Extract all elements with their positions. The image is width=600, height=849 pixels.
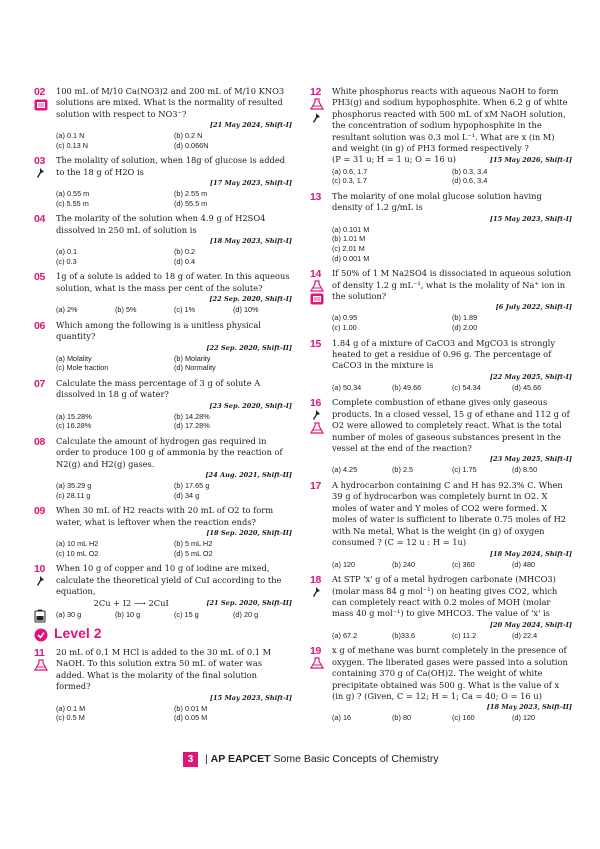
option-b[interactable]: (b) 1.89 (452, 313, 478, 323)
options (56, 247, 292, 266)
options (332, 465, 572, 475)
level-icon (34, 627, 48, 641)
question-text: Complete combustion of ethane gives only gaseous products. In a closed vessel, 15 g of ethane and 112 g of O2 were allowed to completely react. What is the total number of moles of gaseous substances present in the vessel at the end of the reaction? (332, 397, 570, 454)
option-b[interactable]: (b) 49.66 (392, 382, 422, 392)
option-a[interactable]: (a) 30 g (56, 610, 82, 620)
option-d[interactable]: (d) 34 g (174, 490, 200, 500)
question-number: 13 (310, 191, 322, 204)
option-d[interactable]: (d) 0.05 M (174, 713, 208, 723)
option-c[interactable]: (c) 0.13 N (56, 140, 89, 150)
question-reference: [23 May 2025, Shift-I] (489, 455, 572, 464)
flask-icon (34, 659, 48, 671)
question-number: 15 (310, 337, 322, 350)
question-19 (310, 645, 572, 723)
option-a[interactable]: (a) 0.1 N (56, 131, 85, 141)
question-text: 1g of a solute is added to 18 g of water. In this aqueous solution, what is the mass per cent of the solute? (56, 271, 290, 293)
options (56, 610, 292, 620)
options (332, 313, 572, 332)
option-c[interactable]: (c) 0.3, 1.7 (332, 176, 367, 186)
option-c[interactable]: (c) 15 g (174, 610, 199, 620)
option-a[interactable]: (a) 67.2 (332, 630, 358, 640)
question-number: 06 (34, 319, 46, 332)
question-07 (34, 378, 292, 431)
question-03 (34, 155, 292, 208)
footer-series: AP EAPCET (210, 753, 271, 765)
option-d[interactable]: (d) 480 (512, 559, 536, 569)
question-reference: [18 May 2023, Shift-I] (209, 237, 292, 246)
question-number: 17 (310, 480, 322, 493)
option-a[interactable]: (a) 0.1 (56, 247, 78, 257)
question-10 (34, 563, 292, 620)
question-number: 04 (34, 213, 46, 226)
question-number: 05 (34, 271, 46, 284)
level-title: Level 2 (54, 625, 102, 642)
option-a[interactable]: (a) 4.25 (332, 465, 358, 475)
option-d[interactable]: (d) 5 mL O2 (174, 548, 213, 558)
question-number: 12 (310, 86, 322, 98)
question-text: At STP 'x' g of a metal hydrogen carbonate (MHCO3) (molar mass 84 g mol⁻¹) on heating gives CO2, which can completely react with 0.2 moles of MOH (molar mass 40 g mol⁻¹) to give MHCO3. The value of 'x' is (332, 574, 558, 619)
page-number: 3 (183, 752, 198, 767)
question-text: 1.84 g of a mixture of CaCO3 and MgCO3 is strongly heated to get a residue of 0.96 g. The percentage of CaCO3 in the mixture is (332, 337, 556, 371)
pin-icon (310, 112, 322, 124)
option-b[interactable]: (b) 0.3, 3.4 (452, 166, 488, 176)
question-16 (310, 397, 572, 475)
flask-icon (310, 657, 324, 669)
question-12 (310, 86, 572, 186)
option-a[interactable]: (a) 0.101 M (332, 224, 370, 234)
option-c[interactable]: (c) 54.34 (452, 382, 481, 392)
option-b[interactable]: (b) 0.2 (174, 247, 196, 257)
option-c[interactable]: (c) 1% (174, 305, 196, 315)
options (56, 131, 292, 150)
option-b[interactable]: (b) 5% (115, 305, 137, 315)
options (56, 539, 292, 558)
option-a[interactable]: (a) 10 mL H2 (56, 539, 99, 549)
option-c[interactable]: (c) 11.2 (452, 630, 477, 640)
options (56, 189, 292, 208)
question-text: A hydrocarbon containing C and H has 92.3% C. When 39 g of hydrocarbon was completely burnt in O2. X moles of water and Y moles of CO2 were formed. X moles of water is sufficient to liberate 0.75 moles of H2 with Na metal, What is the weight (in g) of oxygen consumed ? (C = 12 u : H = 1u) (332, 480, 567, 548)
option-b[interactable]: (b) 10 g (115, 610, 141, 620)
question-text: x g of methane was burnt completely in the presence of oxygen. The liberated gases were passed into a solution containing 370 g of Ca(OH)2. The weight of white precipitate obtained was 500 g. What is the value of x (in g) ? (Given, C = 12; H = 1; Ca = 40; O = 16 u) (332, 645, 568, 701)
options (332, 560, 572, 570)
given-masses: (P = 31 u; H = 1 u; O = 16 u) (332, 154, 456, 165)
option-b[interactable]: (b) 80 (392, 713, 412, 723)
options (332, 225, 572, 263)
option-b[interactable]: (b) Molarity (174, 353, 211, 363)
options (332, 713, 572, 723)
question-number: 03 (34, 155, 46, 168)
question-text: The molarity of one molal glucose solution having density of 1.2 g/mL is (332, 191, 542, 213)
option-d[interactable]: (d) 0.6, 3.4 (452, 176, 488, 186)
question-13 (310, 191, 572, 263)
level-heading (34, 625, 292, 643)
page-footer (0, 750, 600, 770)
book-icon (34, 99, 48, 111)
option-d[interactable]: (d) 10% (233, 305, 259, 315)
question-reference: [22 May 2025, Shift-I] (489, 372, 572, 381)
option-c[interactable]: (c) 16.28% (56, 421, 92, 431)
option-c[interactable]: (c) 0.3 (56, 256, 77, 266)
question-text: When 10 g of copper and 10 g of iodine are mixed, calculate the theoretical yield of CuI according to the equation, (56, 563, 282, 597)
question-reference: [15 May 2026, Shift-I] (489, 156, 572, 165)
option-b[interactable]: (b) 17.65 g (174, 481, 210, 491)
question-number: 07 (34, 377, 46, 390)
question-text: When 30 mL of H2 reacts with 20 mL of O2 to form water, what is leftover when the reaction ends? (56, 505, 274, 527)
option-c[interactable]: (c) 1.00 (332, 323, 357, 333)
question-text: 100 mL of M/10 Ca(NO3)2 and 200 mL of M/10 KNO3 solutions are mixed. What is the normality of resulted solution with respect to NO3⁻? (56, 86, 285, 119)
question-reference: [18 Sep. 2020, Shift-II] (206, 529, 292, 538)
question-number: 18 (310, 574, 322, 587)
option-a[interactable]: (a) 120 (332, 559, 356, 569)
options (56, 481, 292, 500)
option-c[interactable]: (c) 2.01 M (332, 244, 365, 254)
option-d[interactable]: (d) 20 g (233, 610, 259, 620)
question-02 (34, 86, 292, 150)
question-18 (310, 574, 572, 640)
question-number: 16 (310, 397, 322, 410)
option-d[interactable]: (d) 0.001 M (332, 253, 370, 263)
question-05 (34, 271, 292, 314)
reaction-equation: 2Cu + I2 ⟶ 2CuI (93, 598, 169, 609)
option-a[interactable]: (a) Molality (56, 353, 92, 363)
option-a[interactable]: (a) 16 (332, 713, 352, 723)
option-b[interactable]: (b)33.6 (392, 630, 416, 640)
option-a[interactable]: (a) 0.95 (332, 313, 358, 323)
question-reference: [20 May 2024, Shift-I] (489, 620, 572, 629)
option-d[interactable]: (d) 55.5 m (174, 198, 208, 208)
option-a[interactable]: (a) 0.6, 1.7 (332, 166, 368, 176)
option-c[interactable]: (c) Mole fraction (56, 363, 109, 373)
question-text: Calculate the amount of hydrogen gas required in order to produce 100 g of ammonia by the reaction of N2(g) and H2(g) gases. (56, 435, 283, 469)
question-17 (310, 480, 572, 569)
footer-subject: Some Basic Concepts of Chemistry (273, 753, 439, 765)
question-reference: [6 July 2022, Shift-I] (495, 303, 572, 312)
option-a[interactable]: (a) 0.1 M (56, 703, 86, 713)
options (332, 631, 572, 641)
pin-icon (310, 586, 322, 598)
question-reference: [21 Sep. 2020, Shift-II] (206, 599, 292, 608)
question-04 (34, 213, 292, 266)
option-a[interactable]: (a) 0.55 m (56, 189, 90, 199)
question-number: 09 (34, 505, 46, 518)
question-reference: [17 May 2023, Shift-I] (209, 179, 292, 188)
option-d[interactable]: (d) 0.066N (174, 140, 209, 150)
question-number: 08 (34, 435, 46, 448)
option-c[interactable]: (c) 1.75 (452, 465, 477, 475)
option-b[interactable]: (b) 2.5 (392, 465, 414, 475)
option-d[interactable]: (d) Normality (174, 363, 216, 373)
question-text: Which among the following is a unitless physical quantity? (56, 319, 261, 342)
option-d[interactable]: (d) 2.00 (452, 323, 478, 333)
option-a[interactable]: (a) 35.29 g (56, 481, 92, 491)
pin-icon (34, 575, 46, 587)
option-c[interactable]: (c) 360 (452, 559, 475, 569)
option-a[interactable]: (a) 2% (56, 305, 78, 315)
question-reference: [23 Sep. 2020, Shift-I] (209, 401, 292, 410)
option-d[interactable]: (d) 120 (512, 713, 536, 723)
option-c[interactable]: (c) 10 mL O2 (56, 548, 99, 558)
option-b[interactable]: (b) 0.2 N (174, 131, 203, 141)
option-d[interactable]: (d) 0.4 (174, 256, 196, 266)
question-text: White phosphorus reacts with aqueous NaOH to form PH3(g) and sodium hypophosphite. When 6.2 g of white phosphorus reacted with 500 mL of xM NaOH solution, the concentration of sodium hypophosphite in the resultant solution was 0.3 mol L⁻¹. What are x (in M) and weight (in g) of PH3 formed respectively ? (332, 86, 568, 154)
option-b[interactable]: (b) 240 (392, 559, 416, 569)
question-09 (34, 505, 292, 558)
question-14 (310, 268, 572, 332)
question-06 (34, 320, 292, 373)
option-a[interactable]: (a) 15.28% (56, 411, 92, 421)
question-number: 02 (34, 86, 46, 98)
option-d[interactable]: (d) 22.4 (512, 630, 538, 640)
options (332, 167, 572, 186)
question-reference: [15 May 2023, Shift-I] (209, 693, 292, 702)
battery-icon (34, 609, 46, 623)
options (56, 704, 292, 723)
question-reference: [15 May 2023, Shift-I] (489, 214, 572, 223)
pin-icon (310, 409, 322, 421)
question-reference: [22 Sep. 2020, Shift-I] (209, 295, 292, 304)
question-number: 11 (34, 647, 45, 660)
options (332, 383, 572, 393)
option-b[interactable]: (b) 0.01 M (174, 703, 208, 713)
question-text: Calculate the mass percentage of 3 g of solute A dissolved in 18 g of water? (56, 377, 261, 400)
question-text: If 50% of 1 M Na2SO4 is dissociated in aqueous solution of density 1.2 g mL⁻¹, what is the molality of Na⁺ ion in the solution? (332, 268, 572, 302)
option-d[interactable]: (d) 8.50 (512, 465, 538, 475)
question-reference: [22 Sep. 2020, Shift-II] (206, 343, 292, 352)
right-column (310, 86, 572, 728)
options (56, 305, 292, 315)
option-b[interactable]: (b) 1.01 M (332, 234, 366, 244)
question-reference: [18 May 2024, Shift-I] (489, 549, 572, 558)
pin-icon (34, 167, 46, 179)
question-text: The molality of solution, when 18g of glucose is added to the 18 g of H2O is (56, 155, 286, 177)
question-reference: [21 May 2024, Shift-I] (209, 121, 292, 130)
question-15 (310, 338, 572, 393)
option-c[interactable]: (c) 28.11 g (56, 490, 91, 500)
question-11 (34, 647, 292, 723)
option-b[interactable]: (b) 2.55 m (174, 189, 208, 199)
question-text: 20 mL of 0.1 M HCl is added to the 30 mL of 0.1 M NaOH. To this solution extra 50 mL of water was added. What is the molarity of the final solution formed? (56, 647, 272, 692)
option-c[interactable]: (c) 160 (452, 713, 475, 723)
flask-icon (310, 422, 324, 434)
option-b[interactable]: (b) 5 mL H2 (174, 539, 213, 549)
question-text: The molarity of the solution when 4.9 g of H2SO4 dissolved in 250 mL of solution is (56, 213, 266, 235)
question-reference: [18 May 2023, Shift-II] (486, 703, 572, 712)
flask-icon (310, 280, 324, 292)
option-b[interactable]: (b) 14.28% (174, 411, 210, 421)
option-c[interactable]: (c) 5.55 m (56, 198, 89, 208)
options (56, 354, 292, 373)
option-d[interactable]: (d) 45.66 (512, 382, 542, 392)
options (56, 412, 292, 431)
option-d[interactable]: (d) 17.28% (174, 421, 210, 431)
book-icon (310, 293, 324, 305)
footer-title: | AP EAPCET Some Basic Concepts of Chemistry (205, 753, 439, 765)
question-number: 14 (310, 268, 322, 281)
question-number: 19 (310, 645, 322, 658)
question-number: 10 (34, 563, 46, 576)
question-reference: [24 Aug. 2021, Shift-II] (205, 471, 292, 480)
left-column (34, 86, 292, 728)
option-c[interactable]: (c) 0.5 M (56, 713, 85, 723)
question-08 (34, 436, 292, 500)
option-a[interactable]: (a) 50.34 (332, 382, 362, 392)
flask-icon (310, 98, 324, 110)
